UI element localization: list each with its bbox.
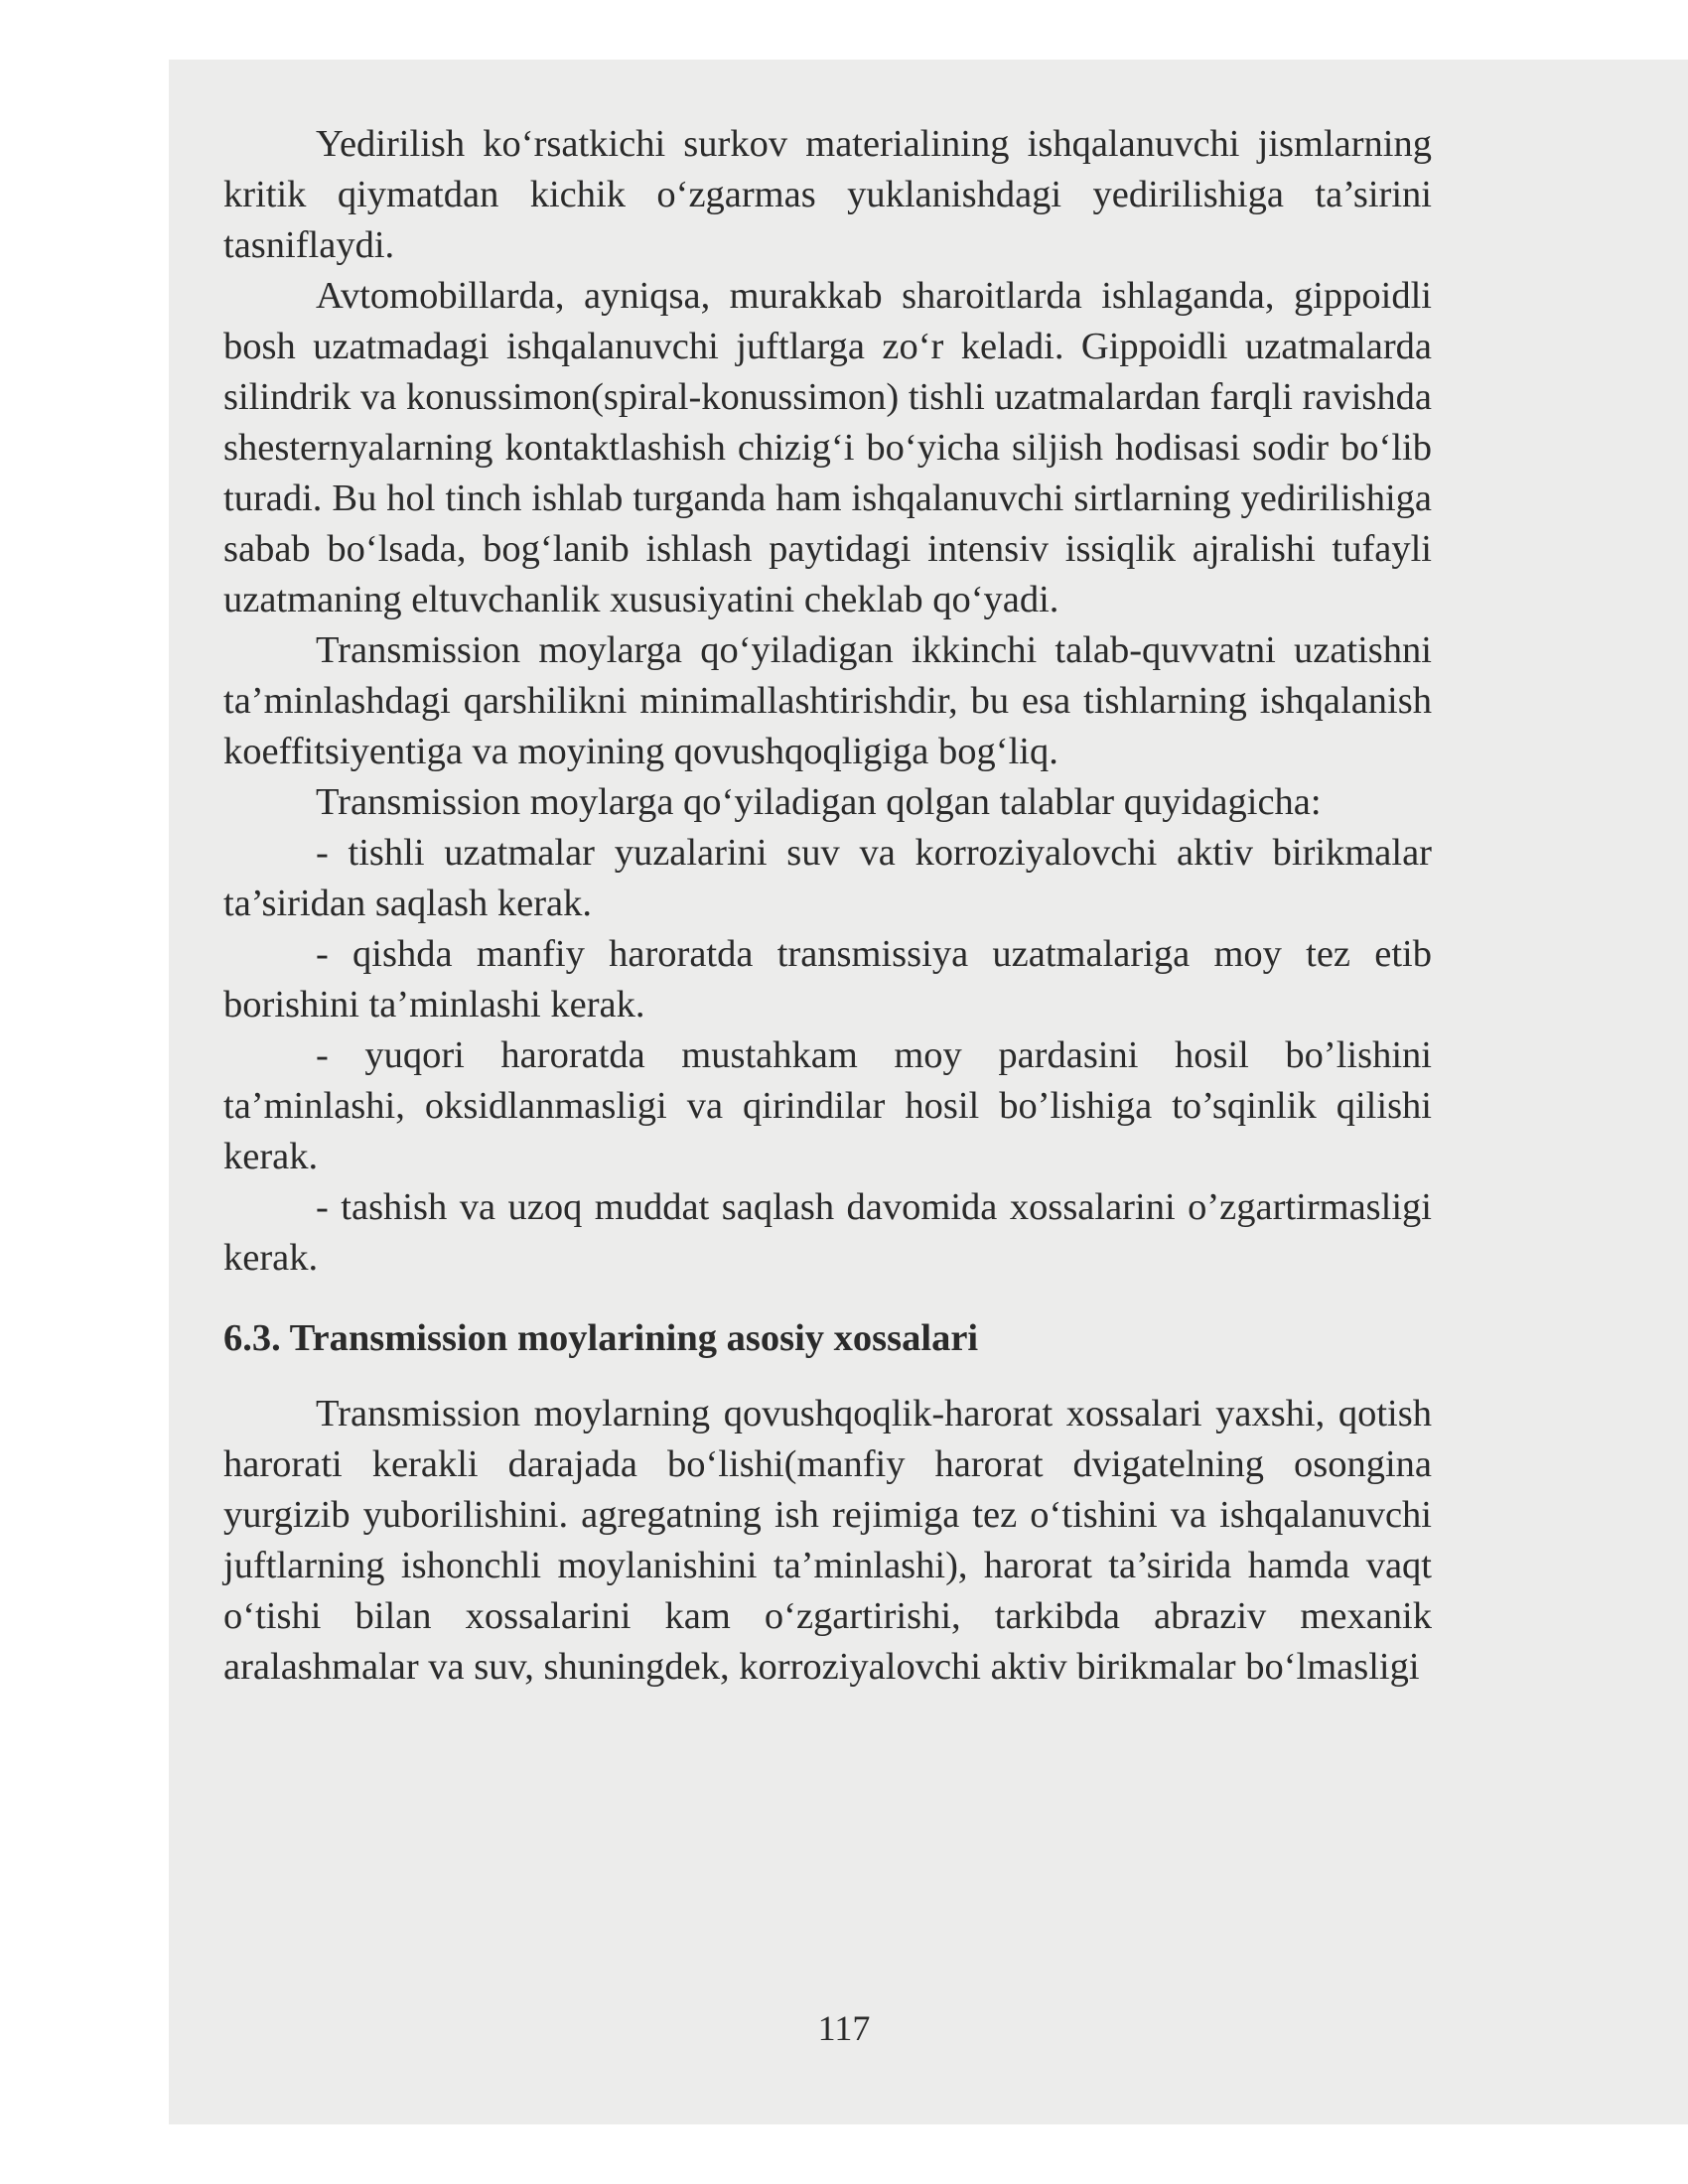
paragraph-wear-index: Yedirilish ko‘rsatkichi surkov materialining ishqalanuvchi jismlarning kritik qiymatdan kichik o‘zgarmas yuklanishdagi yedirilishiga ta’sirini tasniflaydi. xyxy=(223,123,1432,266)
page-number: 117 xyxy=(817,2008,871,2048)
list-item: - qishda manfiy haroratda transmissiya uzatmalariga moy tez etib borishini ta’minlashi kerak. xyxy=(223,933,1432,1025)
section-heading: 6.3. Transmission moylarining asosiy xossalari xyxy=(223,1317,979,1359)
paragraph-second-requirement: Transmission moylarga qo‘yiladigan ikkinchi talab-quvvatni uzatishni ta’minlashdagi qarshilikni minimallashtirishdir, bu esa tishlarning ishqalanish koeffitsiyentiga va moyining qovushqoqligiga bog‘liq. xyxy=(223,629,1432,772)
list-item: - tishli uzatmalar yuzalarini suv va korroziyalovchi aktiv birikmalar ta’siridan saqlash kerak. xyxy=(223,832,1432,924)
paragraph-other-requirements: Transmission moylarga qo‘yiladigan qolgan talablar quyidagicha: xyxy=(316,781,1322,823)
page-body xyxy=(223,119,1432,1693)
list-item: - yuqori haroratda mustahkam moy pardasini hosil bo’lishini ta’minlashi, oksidlanmasligi va qirindilar hosil bo’lishiga to’sqinlik qilishi kerak. xyxy=(223,1034,1432,1177)
paragraph-hypoid-gears: Avtomobillarda, ayniqsa, murakkab sharoitlarda ishlaganda, gippoidli bosh uzatmadagi ishqalanuvchi juftlarga zo‘r keladi. Gippoidli uzatmalarda silindrik va konussimon(spiral-konussimon) tishli uzatmalardan farqli ravishda shesternyalarning kontaktlashish chizig‘i bo‘yicha siljish hodisasi sodir bo‘lib turadi. Bu hol tinch ishlab turganda ham ishqalanuvchi sirtlarning yedirilishiga sabab bo‘lsada, bog‘lanib ishlash paytidagi intensiv issiqlik ajralishi tufayli uzatmaning eltuvchanlik xususiyatini cheklab qo‘yadi. xyxy=(223,275,1432,620)
list-item: - tashish va uzoq muddat saqlash davomida xossalarini o’zgartirmasligi kerak. xyxy=(223,1186,1432,1279)
paragraph-main-properties: Transmission moylarning qovushqoqlik-harorat xossalari yaxshi, qotish harorati kerakli darajada bo‘lishi(manfiy harorat dvigatelning osongina yurgizib yuborilishini. agregatning ish rejimiga tez o‘tishini va ishqalanuvchi juftlarning ishonchli moylanishini ta’minlashi), harorat ta’sirida hamda vaqt o‘tishi bilan xossalarini kam o‘zgartirishi, tarkibda abraziv mexanik aralashmalar va suv, shuningdek, korroziyalovchi aktiv birikmalar bo‘lmasligi xyxy=(223,1393,1432,1688)
